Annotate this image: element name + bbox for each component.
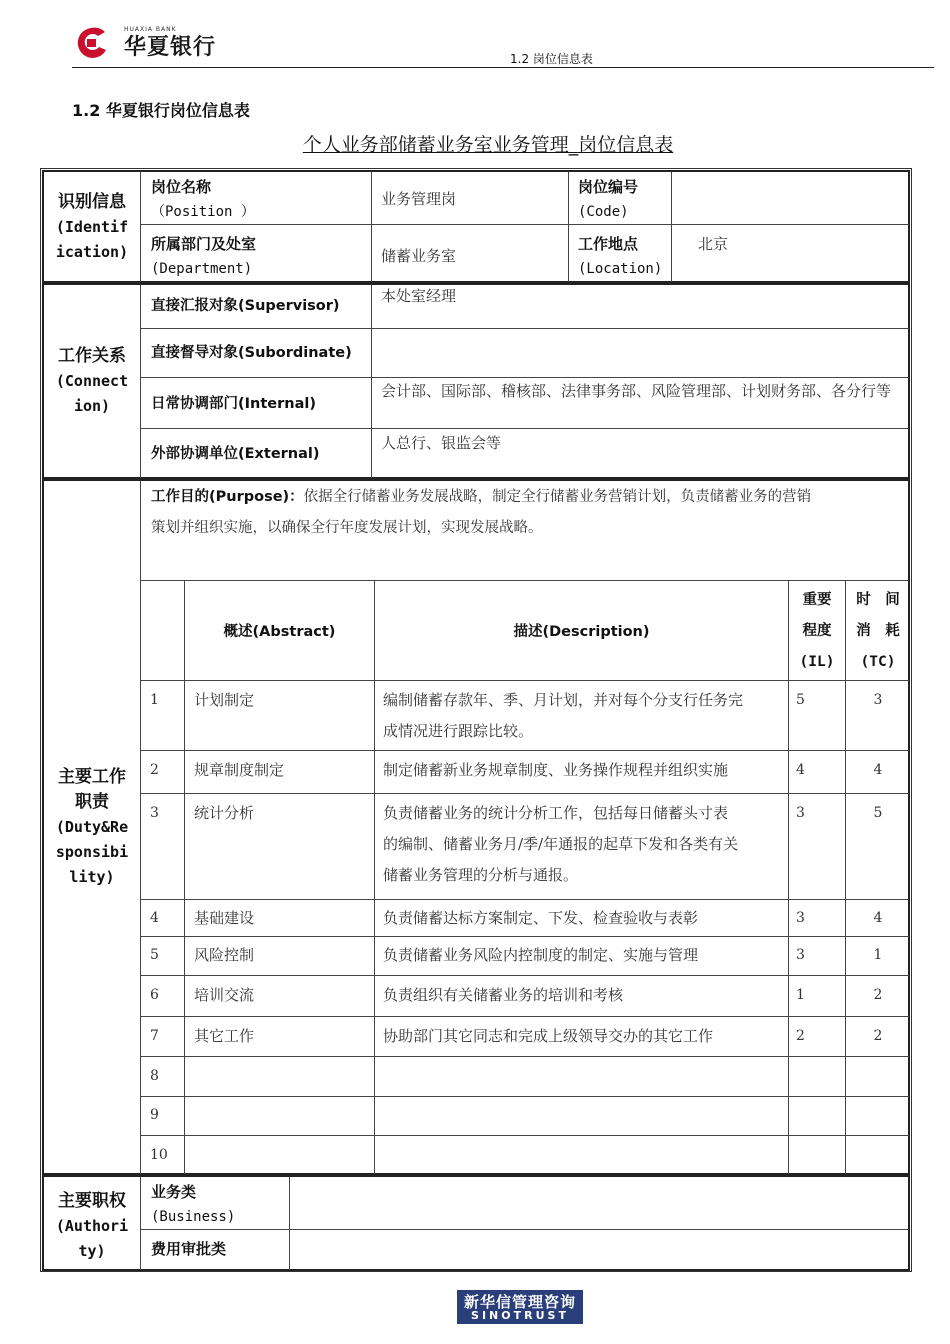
authority-label: 主要职权 (Authori ty)	[55, 1191, 129, 1260]
duty-row-number: 8	[150, 1068, 159, 1084]
duty-row-time: 3	[873, 692, 883, 708]
supervisor-label: 直接汇报对象(Supervisor)	[151, 298, 340, 314]
business-label: 业务类 (Business)	[151, 1183, 236, 1225]
location-value: 北京	[698, 235, 729, 253]
duty-row-description-line: 负责组织有关储蓄业务的培训和考核	[383, 986, 624, 1004]
position-name-label: 岗位名称 （Position ）	[151, 178, 255, 220]
duty-row-importance: 3	[796, 910, 805, 926]
duty-row-number: 9	[150, 1107, 159, 1123]
duty-row-description-line: 协助部门其它同志和完成上级领导交办的其它工作	[383, 1027, 714, 1045]
duty-row-description	[383, 798, 785, 891]
duty-row-number: 10	[150, 1147, 168, 1163]
expense-label: 费用审批类	[151, 1240, 227, 1258]
duty-row-description-line: 负责储蓄业务风险内控制度的制定、实施与管理	[383, 946, 699, 964]
internal-value: 会计部、国际部、稽核部、法律事务部、风险管理部、计划财务部、各分行等	[381, 382, 892, 400]
duty-row-number: 5	[150, 947, 159, 963]
department-value: 储蓄业务室	[381, 247, 457, 265]
duty-row-number: 3	[150, 805, 159, 821]
department-label: 所属部门及处室 (Department)	[151, 235, 257, 277]
col-abstract-header: 概述(Abstract)	[223, 624, 336, 640]
position-name-value: 业务管理岗	[381, 190, 457, 208]
duty-row-description-line: 制定储蓄新业务规章制度、业务操作规程并组织实施	[383, 761, 729, 779]
duty-row-importance: 5	[796, 692, 805, 708]
section-title: 1.2 华夏银行岗位信息表	[72, 101, 250, 120]
duty-row-abstract: 其它工作	[194, 1027, 255, 1045]
duty-row-importance: 3	[796, 805, 805, 821]
header-rule	[72, 67, 934, 68]
purpose-text: 工作目的(Purpose)：依据全行储蓄业务发展战略，制定全行储蓄业务营销计划，负责储蓄业务的营销 策划并组织实施，以确保全行年度发展计划，实现发展战略。	[151, 489, 812, 536]
duty-row-number: 7	[150, 1028, 159, 1044]
duty-row-number: 4	[150, 910, 159, 926]
duty-row-description-line: 编制储蓄存款年、季、月计划，并对每个分支行任务完	[383, 691, 744, 709]
bank-logo-icon	[72, 26, 110, 60]
duty-row-description	[383, 940, 785, 971]
duty-row-importance: 1	[796, 987, 805, 1003]
duty-row-abstract: 规章制度制定	[194, 761, 285, 779]
duty-row-time: 5	[873, 805, 883, 821]
duty-row-description	[383, 903, 785, 934]
external-value: 人总行、银监会等	[381, 434, 502, 452]
location-label: 工作地点 (Location)	[578, 235, 663, 277]
subordinate-label: 直接督导对象(Subordinate)	[151, 345, 352, 361]
duty-row-abstract: 培训交流	[194, 986, 255, 1004]
duty-row-description-line: 储蓄业务管理的分析与通报。	[383, 866, 579, 884]
internal-label: 日常协调部门(Internal)	[151, 396, 316, 412]
duty-row-importance: 4	[796, 762, 805, 778]
bank-name-en: HUAXIA BANK	[124, 26, 177, 33]
duty-row-number: 2	[150, 762, 159, 778]
duty-row-time: 4	[873, 762, 883, 778]
bank-name-cn: 华夏银行	[124, 35, 217, 60]
col-description-header: 描述(Description)	[513, 624, 650, 640]
duty-row-number: 6	[150, 987, 159, 1003]
duty-row-description	[383, 1021, 785, 1052]
duty-row-abstract: 风险控制	[194, 946, 255, 964]
document-title: 个人业务部储蓄业务室业务管理_岗位信息表	[302, 134, 674, 156]
identification-label: 识别信息 (Identif ication)	[55, 192, 129, 261]
duty-row-time: 2	[873, 987, 883, 1003]
duty-row-time: 4	[873, 910, 883, 926]
duty-row-description	[383, 980, 785, 1011]
duty-row-time: 1	[873, 947, 883, 963]
duty-row-description	[383, 685, 785, 747]
duty-row-time: 2	[873, 1028, 883, 1044]
code-label: 岗位编号 (Code)	[578, 178, 639, 220]
connection-label: 工作关系 (Connect ion)	[55, 346, 129, 415]
duty-row-description-line: 的编制、储蓄业务月/季/年通报的起草下发和各类有关	[383, 835, 739, 853]
duty-row-description-line: 成情况进行跟踪比较。	[383, 722, 534, 740]
col-tc-header: 时 间 消 耗 (TC)	[856, 592, 900, 670]
sinotrust-logo: 新华信管理咨询 SINOTRUST	[457, 1290, 583, 1324]
duty-row-description-line: 负责储蓄业务的统计分析工作，包括每日储蓄头寸表	[383, 804, 729, 822]
duty-row-number: 1	[150, 692, 159, 708]
duty-row-importance: 3	[796, 947, 805, 963]
duty-row-importance: 2	[796, 1028, 805, 1044]
duty-row-abstract: 基础建设	[194, 909, 255, 927]
supervisor-value: 本处室经理	[381, 287, 457, 305]
duty-row-abstract: 统计分析	[194, 804, 255, 822]
external-label: 外部协调单位(External)	[151, 446, 320, 462]
duty-label: 主要工作 职责 (Duty&Re sponsibi lity)	[55, 767, 129, 886]
duty-row-description	[383, 755, 785, 786]
duty-row-abstract: 计划制定	[194, 691, 255, 709]
col-il-header: 重要 程度 (IL)	[799, 592, 835, 670]
page-header: 1.2 岗位信息表	[510, 52, 593, 66]
duty-row-description-line: 负责储蓄达标方案制定、下发、检查验收与表彰	[383, 909, 699, 927]
